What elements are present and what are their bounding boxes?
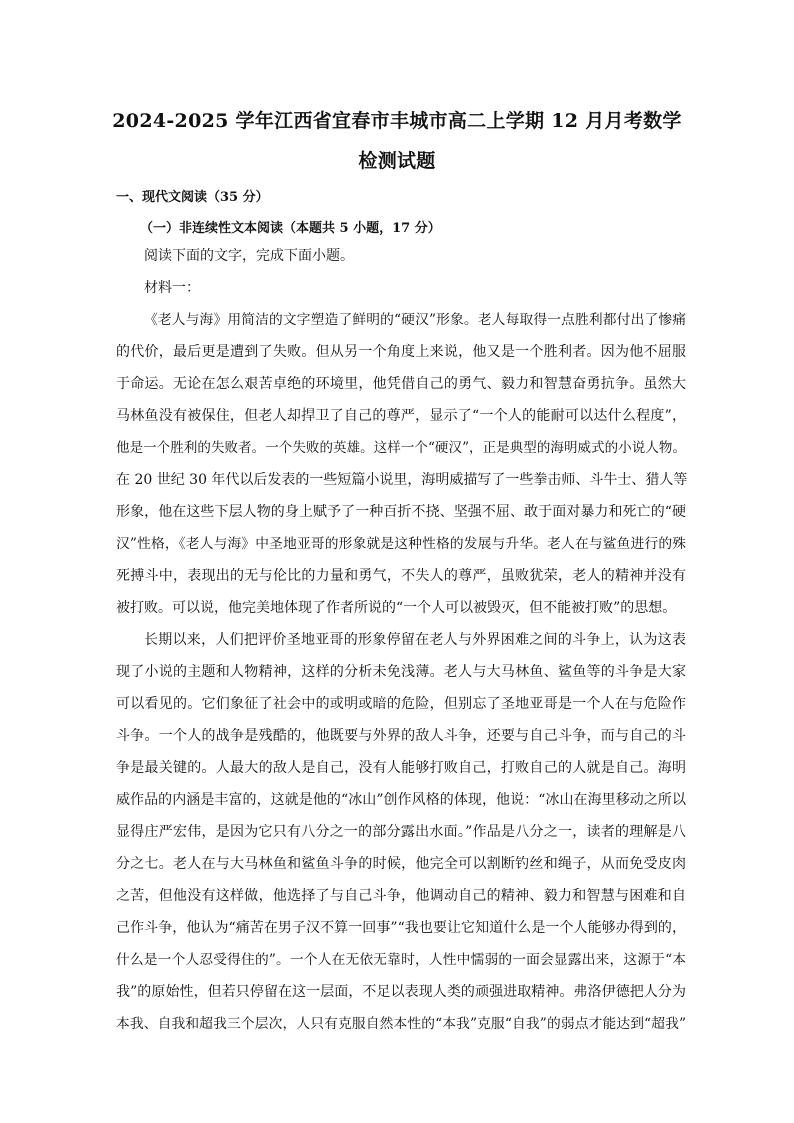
body-line: 现了小说的主题和人物精神，这样的分析未免浅薄。老人与大马林鱼、鲨鱼等的斗争是大家 bbox=[116, 664, 686, 680]
body-line: 可以看见的。它们象征了社会中的或明或暗的危险，但别忘了圣地亚哥是一个人在与危险作 bbox=[116, 696, 686, 712]
body-line: 《老人与海》用简洁的文字塑造了鲜明的“硬汉”形象。老人每取得一点胜利都付出了惨痛 bbox=[144, 312, 686, 328]
document-title-line-1: 2024-2025 学年江西省宜春市丰城市高二上学期 12 月月考数学 bbox=[112, 110, 682, 132]
section-subheading: （一）非连续性文本阅读（本题共 5 小题，17 分） bbox=[140, 221, 441, 236]
section-heading: 一、现代文阅读（35 分） bbox=[116, 190, 269, 205]
body-line: 形象，他在这些下层人物的身上赋予了一种百折不挠、坚强不屈、敢于面对暴力和死亡的“硬 bbox=[116, 504, 686, 520]
body-line: 在 20 世纪 30 年代以后发表的一些短篇小说里，海明威描写了一些拳击师、斗牛士、猎人等 bbox=[116, 472, 688, 488]
body-line: 什么是一个人忍受得住的”。一个人在无依无靠时，人性中懦弱的一面会显露出来，这源于“本 bbox=[116, 952, 686, 968]
body-line: 斗争。一个人的战争是残酷的，他既要与外界的敌人斗争，还要与自己斗争，而与自己的斗 bbox=[116, 728, 686, 744]
body-line: 长期以来，人们把评价圣地亚哥的形象停留在老人与外界困难之间的斗争上，认为这表 bbox=[144, 632, 686, 648]
body-line: 威作品的内涵是丰富的，这就是他的“冰山”创作风格的体现，他说：“冰山在海里移动之所以 bbox=[116, 792, 686, 808]
body-line: 死搏斗中，表现出的无与伦比的力量和勇气，不失人的尊严，虽败犹荣，老人的精神并没有 bbox=[116, 568, 686, 584]
body-line: 显得庄严宏伟，是因为它只有八分之一的部分露出水面。”作品是八分之一，读者的理解是八 bbox=[116, 824, 686, 840]
body-line: 争是最关键的。人最大的敌人是自己，没有人能够打败自己，打败自己的人就是自己。海明 bbox=[116, 760, 686, 776]
material-label: 材料一： bbox=[144, 280, 200, 296]
body-line: 他是一个胜利的失败者。一个失败的英雄。这样一个“硬汉”，正是典型的海明威式的小说人物。 bbox=[116, 440, 686, 456]
body-line: 于命运。无论在怎么艰苦卓绝的环境里，他凭借自己的勇气、毅力和智慧奋勇抗争。虽然大 bbox=[116, 376, 686, 392]
body-line: 本我、自我和超我三个层次，人只有克服自然本性的“本我”克服“自我”的弱点才能达到“超我” bbox=[116, 1016, 686, 1032]
body-line: 的代价，最后更是遭到了失败。但从另一个角度上来说，他又是一个胜利者。因为他不屈服 bbox=[116, 344, 686, 360]
body-line: 分之七。老人在与大马林鱼和鲨鱼斗争的时候，他完全可以割断钓丝和绳子，从而免受皮肉 bbox=[116, 856, 686, 872]
document-title-line-2: 检测试题 bbox=[358, 150, 436, 172]
body-line: 我”的原始性，但若只停留在这一层面，不足以表现人类的顽强进取精神。弗洛伊德把人分为 bbox=[116, 984, 686, 1000]
instruction-text: 阅读下面的文字，完成下面小题。 bbox=[144, 248, 354, 264]
body-line: 汉”性格，《老人与海》中圣地亚哥的形象就是这种性格的发展与升华。老人在与鲨鱼进行的殊 bbox=[116, 536, 686, 552]
body-line: 被打败。可以说，他完美地体现了作者所说的“一个人可以被毁灭，但不能被打败”的思想。 bbox=[116, 600, 677, 616]
body-line: 己作斗争，他认为“痛苦在男子汉不算一回事”“我也要让它知道什么是一个人能够办得到的， bbox=[116, 920, 686, 936]
body-line: 马林鱼没有被保住，但老人却捍卫了自己的尊严，显示了“一个人的能耐可以达什么程度”， bbox=[116, 408, 686, 424]
body-line: 之苦，但他没有这样做，他选择了与自己斗争，他调动自己的精神、毅力和智慧与困难和自 bbox=[116, 888, 686, 904]
